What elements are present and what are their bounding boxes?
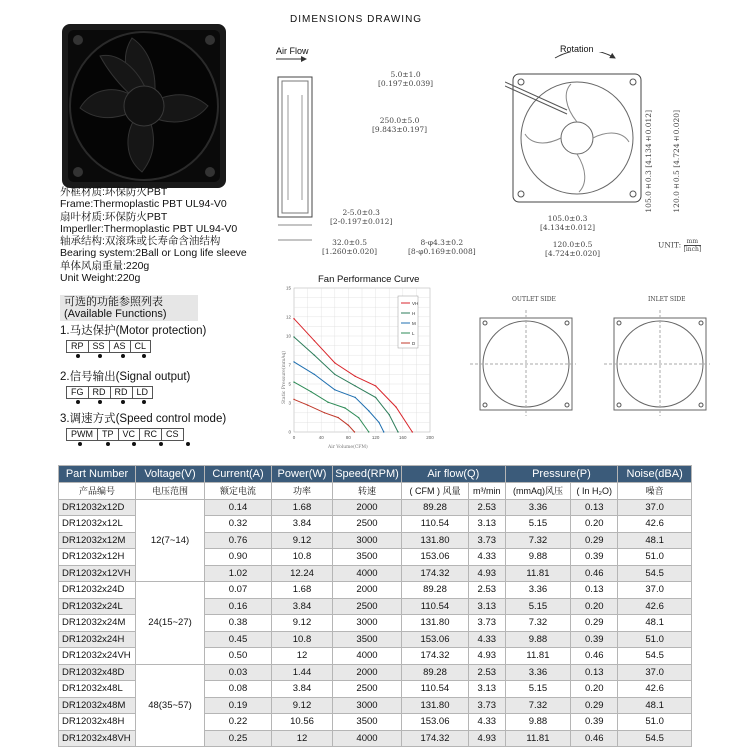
legend-label: D <box>412 341 416 346</box>
table-cell: 4.93 <box>468 565 505 582</box>
table-cell: 2500 <box>333 598 402 615</box>
table-cell: 3.73 <box>468 615 505 632</box>
dim-inch: [1.260±0.020] <box>322 247 378 256</box>
table-cell: 174.32 <box>402 648 469 665</box>
th-pressure: Pressure(P) <box>505 466 618 483</box>
dim-inch: [0.197±0.039] <box>378 79 434 88</box>
x-tick-label: 0 <box>292 435 296 440</box>
table-cell: DR12032x12VH <box>59 565 136 582</box>
dim-inch: [4.134±0.012] <box>540 223 596 232</box>
y-tick-label: 3 <box>288 400 291 406</box>
table-cell: 54.5 <box>618 565 692 582</box>
code-cell: VC <box>118 428 141 441</box>
table-cell: 7.32 <box>505 532 571 549</box>
th-current: Current(A) <box>205 466 272 483</box>
spec-weight-en: Unit Weight:220g <box>60 272 141 285</box>
series-point-vh <box>314 340 315 341</box>
table-cell: 42.6 <box>618 598 692 615</box>
table-cell: DR12032x24D <box>59 582 136 599</box>
dim-inch: [8-φ0.169±0.008] <box>408 247 476 256</box>
table-cell: 0.46 <box>571 648 618 665</box>
series-point-d <box>338 417 339 418</box>
legend-label: M <box>412 321 416 326</box>
dim-mm: 8-φ4.3±0.2 <box>420 238 464 247</box>
table-cell: 153.06 <box>402 714 469 731</box>
table-cell: 0.32 <box>205 516 272 533</box>
sub-noise: 噪音 <box>618 483 692 500</box>
table-cell: 89.28 <box>402 499 469 516</box>
series-point-h <box>389 414 390 415</box>
table-cell: 0.25 <box>205 730 272 747</box>
y-tick-label: 10 <box>285 333 291 339</box>
table-row <box>59 664 692 681</box>
table-cell: 1.68 <box>272 582 333 599</box>
table-cell: 2500 <box>333 516 402 533</box>
table-cell: 0.50 <box>205 648 272 665</box>
legend-label: L <box>412 331 415 336</box>
series-point-h <box>314 355 315 356</box>
table-cell: 3.73 <box>468 532 505 549</box>
air-flow-label: Air Flow <box>276 46 309 56</box>
table-cell: DR12032x24M <box>59 615 136 632</box>
table-cell: 0.29 <box>571 615 618 632</box>
table-cell: 9.88 <box>505 714 571 731</box>
dim-frame-size <box>545 240 600 258</box>
series-point-vh <box>334 362 335 363</box>
series-point-h <box>334 374 335 375</box>
table-cell: 2.53 <box>468 582 505 599</box>
function-label: 2.信号输出(Signal output) <box>60 371 191 383</box>
table-cell: 1.02 <box>205 565 272 582</box>
table-cell: 153.06 <box>402 549 469 566</box>
table-cell: 4.93 <box>468 730 505 747</box>
dim-inch: [4.724±0.020] <box>672 110 681 168</box>
th-power: Power(W) <box>272 466 333 483</box>
table-cell: 4.33 <box>468 631 505 648</box>
table-cell: 4000 <box>333 730 402 747</box>
table-cell: 3500 <box>333 631 402 648</box>
table-cell: DR12032x12H <box>59 549 136 566</box>
spec-frame-en: Frame:Thermoplastic PBT UL94-V0 <box>60 198 227 211</box>
table-cell: 9.12 <box>272 615 333 632</box>
series-point-m <box>378 422 379 423</box>
table-cell: 37.0 <box>618 582 692 599</box>
table-cell: 51.0 <box>618 714 692 731</box>
table-cell: 4000 <box>333 565 402 582</box>
table-cell: DR12032x48VH <box>59 730 136 747</box>
table-cell: 5.15 <box>505 598 571 615</box>
spec-impeller-cn: 扇叶材质:环保防火PBT <box>60 210 168 223</box>
table-cell: 0.20 <box>571 516 618 533</box>
y-tick-label: 15 <box>285 285 291 291</box>
dim-vertical-hole <box>644 110 653 213</box>
dim-mm: 2-5.0±0.3 <box>342 208 380 217</box>
table-cell: DR12032x24VH <box>59 648 136 665</box>
table-cell: 153.06 <box>402 631 469 648</box>
x-tick-label: 120 <box>371 435 380 440</box>
table-cell: 0.16 <box>205 598 272 615</box>
y-tick-label: 7 <box>288 362 291 368</box>
th-airflow: Air flow(Q) <box>402 466 506 483</box>
table-cell: 12 <box>272 648 333 665</box>
dim-mm: 105.0±0.3 <box>547 214 588 223</box>
series-point-h <box>293 336 294 337</box>
table-cell: 0.20 <box>571 681 618 698</box>
legend-label: H <box>412 311 416 316</box>
spec-weight-cn: 单体风扇重量:220g <box>60 259 150 272</box>
sub-part-number: 产品编号 <box>59 483 136 500</box>
functions-title-cn: 可选的功能参照列表 <box>64 296 163 308</box>
x-tick-label: 160 <box>399 435 407 440</box>
series-point-vh <box>412 431 413 432</box>
series-point-l <box>310 391 311 392</box>
code-cell: PWM <box>66 428 98 441</box>
table-cell: 2.53 <box>468 499 505 516</box>
code-cell: RD <box>88 386 111 399</box>
series-point-vh <box>355 376 356 377</box>
table-cell: 54.5 <box>618 648 692 665</box>
table-cell: 2000 <box>333 664 402 681</box>
series-point-d <box>348 425 349 426</box>
y-tick-label: 12 <box>285 314 291 320</box>
dim-tab <box>330 208 392 226</box>
th-voltage: Voltage(V) <box>136 466 205 483</box>
dim-holes <box>408 238 476 256</box>
table-cell: 51.0 <box>618 549 692 566</box>
spec-bearing-en: Bearing system:2Ball or Long life sleeve <box>60 247 247 260</box>
y-tick-label: 5 <box>288 381 291 387</box>
table-cell: 9.12 <box>272 532 333 549</box>
rotation-label: Rotation <box>560 44 594 54</box>
unit-legend <box>658 238 701 253</box>
table-cell: 11.81 <box>505 730 571 747</box>
table-cell: 5.15 <box>505 681 571 698</box>
spec-impeller-en: Imperller:Thermoplastic PBT UL94-V0 <box>60 222 238 235</box>
dim-inch: [9.843±0.197] <box>372 125 428 134</box>
table-cell: 3.13 <box>468 516 505 533</box>
table-cell: 0.14 <box>205 499 272 516</box>
table-cell: 48(35~57) <box>136 664 205 747</box>
table-cell: 0.46 <box>571 730 618 747</box>
dim-inch: [4.724±0.020] <box>545 249 601 258</box>
table-cell: 24(15~27) <box>136 582 205 665</box>
table-cell: 3000 <box>333 697 402 714</box>
table-cell: 0.07 <box>205 582 272 599</box>
function-group-1 <box>60 322 206 359</box>
series-line-d <box>294 399 355 432</box>
series-point-l <box>293 381 294 382</box>
table-cell: 2.53 <box>468 664 505 681</box>
series-point-d <box>324 412 325 413</box>
table-cell: 0.13 <box>571 499 618 516</box>
side-view-drawing <box>270 55 330 265</box>
series-point-d <box>354 431 355 432</box>
table-cell: 0.13 <box>571 582 618 599</box>
front-view-drawing <box>505 52 665 212</box>
code-cell: AS <box>109 340 131 353</box>
table-cell: 0.22 <box>205 714 272 731</box>
series-point-m <box>293 361 294 362</box>
table-cell: 10.8 <box>272 631 333 648</box>
series-point-l <box>358 417 359 418</box>
table-cell: 48.1 <box>618 532 692 549</box>
table-cell: 12 <box>272 730 333 747</box>
sub-power: 功率 <box>272 483 333 500</box>
table-cell: 37.0 <box>618 664 692 681</box>
table-cell: 2500 <box>333 681 402 698</box>
dim-vertical-frame <box>672 110 681 213</box>
dim-inch: [2-0.197±0.012] <box>330 217 393 226</box>
fan-photo <box>58 20 230 192</box>
chart-title: Fan Performance Curve <box>318 274 420 285</box>
table-cell: DR12032x12L <box>59 516 136 533</box>
function-label: 1.马达保护(Motor protection) <box>60 325 207 337</box>
table-cell: 1.68 <box>272 499 333 516</box>
table-cell: DR12032x48M <box>59 697 136 714</box>
outlet-side-label: OUTLET SIDE <box>512 296 556 303</box>
series-line-l <box>294 382 369 432</box>
dim-mm: 5.0±1.0 <box>390 70 421 79</box>
table-cell: 110.54 <box>402 516 469 533</box>
table-cell: 0.90 <box>205 549 272 566</box>
series-point-h <box>375 397 376 398</box>
spec-table <box>58 465 692 747</box>
function-group-2 <box>60 368 190 405</box>
dim-mm: 120.0±0.5 <box>672 170 681 213</box>
th-part-number: Part Number <box>59 466 136 483</box>
sub-current: 额定电流 <box>205 483 272 500</box>
table-cell: 89.28 <box>402 664 469 681</box>
performance-chart <box>278 282 443 452</box>
table-cell: 5.15 <box>505 516 571 533</box>
table-cell: 110.54 <box>402 598 469 615</box>
table-cell: 54.5 <box>618 730 692 747</box>
spec-bearing-cn: 轴承结构:双滚珠或长寿命含油结构 <box>60 235 221 248</box>
legend-label: VH <box>412 301 419 306</box>
function-group-3 <box>60 410 226 447</box>
unit-label: UNIT: <box>658 240 682 250</box>
drawing-title: DIMENSIONS DRAWING <box>290 14 423 25</box>
table-cell: 4000 <box>333 648 402 665</box>
sub-m3min: m³/min <box>468 483 505 500</box>
table-cell: 37.0 <box>618 499 692 516</box>
table-cell: 0.19 <box>205 697 272 714</box>
x-tick-label: 80 <box>345 435 351 440</box>
table-cell: 0.39 <box>571 714 618 731</box>
table-cell: 0.20 <box>571 598 618 615</box>
table-cell: 2000 <box>333 499 402 516</box>
table-cell: 0.45 <box>205 631 272 648</box>
table-cell: 0.39 <box>571 631 618 648</box>
sub-speed: 转速 <box>333 483 402 500</box>
series-point-m <box>314 374 315 375</box>
table-cell: DR12032x48D <box>59 664 136 681</box>
dim-mm: 120.0±0.5 <box>552 240 593 249</box>
table-cell: DR12032x12D <box>59 499 136 516</box>
table-cell: 1.44 <box>272 664 333 681</box>
dim-lead-offset <box>378 70 433 88</box>
spec-list <box>60 186 247 284</box>
table-cell: 131.80 <box>402 532 469 549</box>
table-cell: 110.54 <box>402 681 469 698</box>
table-cell: DR12032x12M <box>59 532 136 549</box>
sub-mmaq: (mmAq)风压 <box>505 483 571 500</box>
table-cell: 174.32 <box>402 730 469 747</box>
table-cell: DR12032x24L <box>59 598 136 615</box>
x-tick-label: 200 <box>426 435 434 440</box>
table-cell: 10.8 <box>272 549 333 566</box>
table-cell: 131.80 <box>402 615 469 632</box>
series-point-d <box>307 404 308 405</box>
functions-heading <box>60 295 198 321</box>
code-cell: FG <box>66 386 89 399</box>
table-cell: 0.39 <box>571 549 618 566</box>
table-cell: 3.36 <box>505 582 571 599</box>
series-point-l <box>368 431 369 432</box>
series-point-m <box>334 389 335 390</box>
sub-voltage: 电压范围 <box>136 483 205 500</box>
table-cell: 42.6 <box>618 516 692 533</box>
table-cell: 3500 <box>333 714 402 731</box>
table-cell: 174.32 <box>402 565 469 582</box>
table-cell: 42.6 <box>618 681 692 698</box>
function-label: 3.调速方式(Speed control mode) <box>60 413 227 425</box>
table-cell: 3000 <box>333 615 402 632</box>
dim-mm: 105.0±0.3 <box>644 170 653 213</box>
inlet-side-label: INLET SIDE <box>648 296 686 303</box>
table-cell: DR12032x48H <box>59 714 136 731</box>
table-cell: 3.84 <box>272 598 333 615</box>
table-cell: DR12032x48L <box>59 681 136 698</box>
inlet-side-drawing <box>592 304 712 439</box>
code-cell: LD <box>132 386 154 399</box>
dim-mm: 32.0±0.5 <box>332 238 367 247</box>
series-point-vh <box>293 318 294 319</box>
table-cell: 3.13 <box>468 598 505 615</box>
table-cell: 9.12 <box>272 697 333 714</box>
dim-thickness <box>322 238 377 256</box>
table-cell: 10.56 <box>272 714 333 731</box>
table-cell: 11.81 <box>505 565 571 582</box>
table-cell: 0.29 <box>571 697 618 714</box>
y-tick-label: 0 <box>288 429 291 435</box>
table-cell: 3.36 <box>505 499 571 516</box>
table-cell: 3.13 <box>468 681 505 698</box>
dim-mm: 250.0±5.0 <box>379 116 420 125</box>
series-line-vh <box>294 319 412 432</box>
table-cell: 4.33 <box>468 549 505 566</box>
code-cell: RC <box>139 428 162 441</box>
spec-frame-cn: 外框材质:环保防火PBT <box>60 186 168 198</box>
table-cell: 48.1 <box>618 615 692 632</box>
th-noise: Noise(dBA) <box>618 466 692 483</box>
table-cell: 11.81 <box>505 648 571 665</box>
code-cell: CS <box>161 428 184 441</box>
table-cell: 7.32 <box>505 697 571 714</box>
table-cell: 0.03 <box>205 664 272 681</box>
series-point-h <box>397 431 398 432</box>
dim-hole-spacing <box>540 214 595 232</box>
series-point-l <box>327 402 328 403</box>
table-cell: 12.24 <box>272 565 333 582</box>
table-cell: 51.0 <box>618 631 692 648</box>
series-point-vh <box>375 385 376 386</box>
table-cell: 4.33 <box>468 714 505 731</box>
chart-xlabel: Air Volume(CFM) <box>328 445 368 450</box>
functions-title-en: (Available Functions) <box>64 308 167 320</box>
table-cell: 4.93 <box>468 648 505 665</box>
sub-inh2o: ( In H₂O) <box>571 483 618 500</box>
unit-mm: mm <box>684 238 702 246</box>
table-cell: 0.29 <box>571 532 618 549</box>
table-cell: 3500 <box>333 549 402 566</box>
table-cell: 89.28 <box>402 582 469 599</box>
table-cell: 0.08 <box>205 681 272 698</box>
table-cell: 0.46 <box>571 565 618 582</box>
outlet-side-drawing <box>458 304 578 439</box>
table-cell: 0.38 <box>205 615 272 632</box>
series-point-m <box>383 431 384 432</box>
series-point-l <box>344 407 345 408</box>
table-cell: 0.76 <box>205 532 272 549</box>
series-point-h <box>355 385 356 386</box>
code-cell: RD <box>110 386 133 399</box>
table-cell: 3000 <box>333 532 402 549</box>
table-cell: 7.32 <box>505 615 571 632</box>
series-line-h <box>294 337 398 432</box>
series-point-m <box>368 410 369 411</box>
code-cell: RP <box>66 340 89 353</box>
table-cell: 131.80 <box>402 697 469 714</box>
series-point-vh <box>395 406 396 407</box>
table-row <box>59 499 692 516</box>
code-cell: CL <box>130 340 152 353</box>
th-speed: Speed(RPM) <box>333 466 402 483</box>
sub-cfm: ( CFM ) 风量 <box>402 483 469 500</box>
table-cell: 12(7~14) <box>136 499 205 582</box>
series-point-d <box>293 399 294 400</box>
table-cell: 3.84 <box>272 516 333 533</box>
dim-inch: [4.134±0.012] <box>644 110 653 168</box>
series-point-m <box>355 397 356 398</box>
code-cell: TP <box>97 428 119 441</box>
dim-lead-length <box>372 116 427 134</box>
table-cell: 3.36 <box>505 664 571 681</box>
table-cell: 2000 <box>333 582 402 599</box>
table-cell: 9.88 <box>505 549 571 566</box>
unit-inch: [inch] <box>683 246 702 253</box>
chart-ylabel: Static Pressure(mmAq) <box>282 350 287 404</box>
code-cell: SS <box>88 340 110 353</box>
table-cell: 9.88 <box>505 631 571 648</box>
table-cell: 48.1 <box>618 697 692 714</box>
table-cell: 3.84 <box>272 681 333 698</box>
table-row <box>59 582 692 599</box>
table-cell: 3.73 <box>468 697 505 714</box>
x-tick-label: 40 <box>318 435 324 440</box>
table-cell: DR12032x24H <box>59 631 136 648</box>
table-cell: 0.13 <box>571 664 618 681</box>
